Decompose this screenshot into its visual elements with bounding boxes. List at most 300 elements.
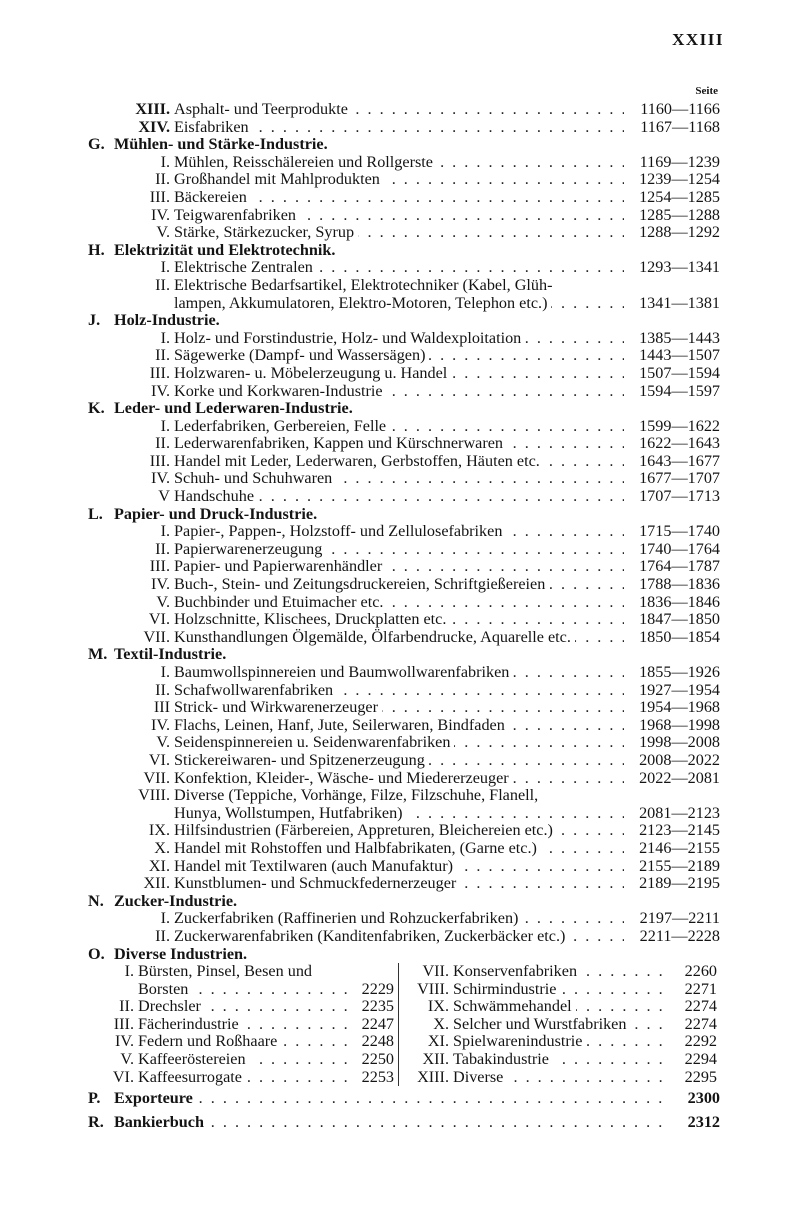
toc-entry xyxy=(88,171,720,189)
section-title: Textil-Industrie. xyxy=(114,646,227,664)
toc-entry xyxy=(88,664,720,682)
toc-entry xyxy=(88,453,720,471)
toc-entry xyxy=(88,330,720,348)
toc-entry-continuation xyxy=(88,805,720,823)
toc-entry xyxy=(88,1051,398,1069)
section-heading xyxy=(88,242,720,260)
entry-label: Lederfabriken, Gerbereien, Felle xyxy=(174,418,390,435)
entry-number: III. xyxy=(113,1014,134,1033)
section-letter: R. xyxy=(88,1113,104,1132)
entry-label: Eisfabriken xyxy=(174,119,253,136)
entry-label: Großhandel mit Mahlprodukten xyxy=(174,171,384,188)
entry-label: Kunsthandlungen Ölgemälde, Ölfarbendrucke, Aquarelle etc. xyxy=(174,629,575,646)
entry-label-continued: Hunya, Wollstumpen, Hutfabriken) xyxy=(174,805,407,822)
table-of-contents xyxy=(88,101,720,1134)
entry-number: V. xyxy=(156,223,170,242)
entry-number: III. xyxy=(149,557,170,576)
entry-page: 2274 xyxy=(671,1016,721,1034)
entry-text xyxy=(138,1033,348,1051)
entry-page: 2229 xyxy=(348,981,398,999)
entry-page: 2235 xyxy=(348,998,398,1016)
entry-text xyxy=(453,1051,671,1069)
entry-label: Schwämmehandel xyxy=(453,998,576,1015)
entry-label: Mühlen, Reisschälereien und Rollgerste xyxy=(174,154,437,171)
entry-text xyxy=(174,664,624,682)
toc-entry xyxy=(403,963,721,981)
entry-text xyxy=(174,558,624,576)
entry-text xyxy=(453,1069,671,1087)
entry-number: VII. xyxy=(143,768,170,787)
entry-pages: 1998—2008 xyxy=(624,734,720,752)
entry-pages: 1239—1254 xyxy=(624,171,720,189)
entry-number: II. xyxy=(155,346,170,365)
entry-text xyxy=(138,998,348,1016)
entry-label: Holzschnitte, Klischees, Druckplatten etc. xyxy=(174,611,450,628)
entry-number: IV. xyxy=(150,469,170,488)
left-column xyxy=(88,963,399,1086)
entry-page: 2295 xyxy=(671,1069,721,1087)
entry-number: XI. xyxy=(427,1032,449,1051)
entry-text xyxy=(174,277,720,295)
toc-entry xyxy=(88,858,720,876)
entry-pages: 1788—1836 xyxy=(624,576,720,594)
toc-entry xyxy=(88,875,720,893)
entry-label: Fächerindustrie xyxy=(138,1016,243,1033)
toc-entry xyxy=(403,1016,721,1034)
section-title: Zucker-Industrie. xyxy=(114,892,238,910)
entry-number: XIII. xyxy=(135,100,170,118)
entry-pages: 1850—1854 xyxy=(624,629,720,647)
entry-text xyxy=(174,717,624,735)
entry-number: III. xyxy=(149,451,170,470)
entry-label: Hilfsindustrien (Färbereien, Appreturen, Bleichereien etc.) xyxy=(174,822,557,839)
entry-label: Elektrische Bedarfsartikel, Elektrotechniker (Kabel, Glüh- xyxy=(174,277,556,294)
entry-number: IV. xyxy=(114,1032,134,1051)
toc-entry xyxy=(88,928,720,946)
entry-pages: 1169—1239 xyxy=(624,154,720,172)
entry-label: Papier-, Pappen-, Holzstoff- und Zellulosefabriken xyxy=(174,523,506,540)
entry-text xyxy=(174,770,624,788)
entry-text xyxy=(453,981,671,999)
entry-text xyxy=(138,1016,348,1034)
entry-pages: 1285—1288 xyxy=(624,207,720,225)
section-heading xyxy=(88,646,720,664)
toc-entry xyxy=(88,189,720,207)
entry-text xyxy=(174,330,624,348)
entry-text xyxy=(174,259,624,277)
entry-pages: 1707—1713 xyxy=(624,488,720,506)
toc-entry xyxy=(88,523,720,541)
section-title: Exporteure xyxy=(114,1089,197,1107)
entry-text xyxy=(174,787,720,805)
toc-entry xyxy=(88,611,720,629)
section-letter: H. xyxy=(88,241,105,259)
entry-text xyxy=(174,119,624,137)
toc-entry-continuation xyxy=(88,981,398,999)
entry-page: 2250 xyxy=(348,1051,398,1069)
entry-number: IV. xyxy=(150,205,170,224)
final-section xyxy=(88,1086,720,1110)
entry-number: V xyxy=(158,487,170,506)
entry-pages: 1968—1998 xyxy=(624,717,720,735)
toc-entry xyxy=(88,259,720,277)
entry-text xyxy=(174,840,624,858)
section-heading xyxy=(88,506,720,524)
entry-text xyxy=(174,488,624,506)
entry-pages: 1954—1968 xyxy=(624,699,720,717)
entry-number: II. xyxy=(155,170,170,189)
entry-number: I. xyxy=(160,663,170,681)
page-column-label: Seite xyxy=(695,85,718,97)
section-title: Bankierbuch xyxy=(114,1113,208,1131)
entry-text xyxy=(174,171,624,189)
entry-label: Federn und Roßhaare xyxy=(138,1033,281,1050)
section-title: Elektrizität und Elektrotechnik. xyxy=(114,241,336,259)
section-heading xyxy=(88,400,720,418)
entry-text xyxy=(174,752,624,770)
entry-number: XIII. xyxy=(417,1067,449,1086)
entry-text xyxy=(174,629,624,647)
page-number: XXIII xyxy=(672,30,724,49)
toc-entry xyxy=(88,347,720,365)
entry-pages: 1643—1677 xyxy=(624,453,720,471)
entry-page: 2294 xyxy=(671,1051,721,1069)
toc-entry xyxy=(88,488,720,506)
toc-entry xyxy=(88,699,720,717)
entry-pages: 1927—1954 xyxy=(624,682,720,700)
toc-entry xyxy=(88,594,720,612)
entry-number: IV. xyxy=(150,575,170,594)
entry-pages: 2211—2228 xyxy=(624,928,720,946)
entry-label: Buchbinder und Etuimacher etc. xyxy=(174,594,387,611)
entry-pages: 2123—2145 xyxy=(624,822,720,840)
section-heading xyxy=(88,893,720,911)
entry-number: II. xyxy=(155,539,170,558)
entry-number: I. xyxy=(160,522,170,541)
toc-entry xyxy=(88,470,720,488)
entry-page: 2292 xyxy=(671,1033,721,1051)
entry-pages: 1594—1597 xyxy=(624,383,720,401)
entry-text xyxy=(174,594,624,612)
entry-number: IV. xyxy=(150,715,170,734)
entry-number: XII. xyxy=(422,1050,449,1069)
entry-label-continued: Borsten xyxy=(138,981,192,998)
entry-pages: 2146—2155 xyxy=(624,840,720,858)
entry-label: Papier- und Papierwarenhändler xyxy=(174,558,386,575)
entry-label: Kaffeesurrogate xyxy=(138,1069,246,1086)
entry-label: Handel mit Textilwaren (auch Manufaktur) xyxy=(174,858,457,875)
entry-number: V. xyxy=(156,733,170,752)
section-letter: K. xyxy=(88,400,105,418)
section-heading xyxy=(88,946,720,964)
toc-entry xyxy=(88,435,720,453)
entry-pages: 1160—1166 xyxy=(624,101,720,119)
entry-pages: 2022—2081 xyxy=(624,770,720,788)
toc-entry xyxy=(403,998,721,1016)
entry-label: Spielwarenindustrie xyxy=(453,1033,586,1050)
entry-number: VIII. xyxy=(417,979,449,998)
section-letter: M. xyxy=(88,646,108,664)
section-title: Papier- und Druck-Industrie. xyxy=(114,505,318,523)
toc-entry xyxy=(88,101,720,119)
entry-number: X. xyxy=(433,1014,449,1033)
toc-entry xyxy=(88,541,720,559)
entry-number: VIII. xyxy=(138,786,170,805)
section-title: Leder- und Lederwaren-Industrie. xyxy=(114,400,353,418)
toc-entry xyxy=(88,770,720,788)
toc-entry xyxy=(88,383,720,401)
entry-text xyxy=(174,453,624,471)
entry-pages: 1254—1285 xyxy=(624,189,720,207)
entry-number: II. xyxy=(155,926,170,945)
entry-pages: 1764—1787 xyxy=(624,558,720,576)
toc-entry xyxy=(88,418,720,436)
entry-text xyxy=(174,699,624,717)
entry-label: Selcher und Wurstfabriken xyxy=(453,1016,630,1033)
entry-label: Bäckereien xyxy=(174,189,251,206)
entry-text xyxy=(174,611,624,629)
entry-pages: 1293—1341 xyxy=(624,259,720,277)
entry-number: III. xyxy=(149,363,170,382)
entry-label: Bürsten, Pinsel, Besen und xyxy=(138,963,316,980)
entry-pages: 1677—1707 xyxy=(624,470,720,488)
entry-text xyxy=(174,734,624,752)
entry-pages: 2197—2211 xyxy=(624,910,720,928)
entry-text xyxy=(174,875,624,893)
entry-pages: 2189—2195 xyxy=(624,875,720,893)
entry-number: I. xyxy=(160,152,170,171)
entry-label: Kunstblumen- und Schmuckfedernerzeuger xyxy=(174,875,460,892)
entry-text xyxy=(174,470,624,488)
entry-label: Zuckerwarenfabriken (Kanditenfabriken, Zuckerbäcker etc.) xyxy=(174,928,569,945)
entry-number: I. xyxy=(160,909,170,928)
entry-text xyxy=(174,858,624,876)
entry-number: IX. xyxy=(427,997,449,1016)
section-letter: G. xyxy=(88,136,105,154)
entry-label: Handschuhe xyxy=(174,488,258,505)
toc-entry xyxy=(88,1033,398,1051)
entry-text xyxy=(174,347,624,365)
section-letter: N. xyxy=(88,892,104,910)
entry-pages: 1507—1594 xyxy=(624,365,720,383)
entry-pages: 1385—1443 xyxy=(624,330,720,348)
entry-text xyxy=(174,576,624,594)
entry-label: Strick- und Wirkwarenerzeuger xyxy=(174,699,382,716)
toc-entry xyxy=(88,629,720,647)
entry-label: Diverse xyxy=(453,1069,507,1086)
entry-label: Sägewerke (Dampf- und Wassersägen) xyxy=(174,347,429,364)
entry-number: VI. xyxy=(112,1067,134,1086)
toc-entry xyxy=(88,154,720,172)
section-letter: L. xyxy=(88,505,103,523)
entry-number: V. xyxy=(156,592,170,611)
entry-pages: 1341—1381 xyxy=(624,295,720,313)
entry-text xyxy=(174,207,624,225)
entry-label-continued: lampen, Akkumulatoren, Elektro-Motoren, Telephon etc.) xyxy=(174,295,551,312)
section-title: Holz-Industrie. xyxy=(114,312,220,330)
entry-text xyxy=(138,981,348,999)
entry-text xyxy=(174,101,624,119)
toc-entry xyxy=(88,1016,398,1034)
section-title: Diverse Industrien. xyxy=(114,945,248,963)
entry-pages: 1599—1622 xyxy=(624,418,720,436)
two-column-list xyxy=(88,963,720,1086)
entry-text xyxy=(174,541,624,559)
entry-label: Elektrische Zentralen xyxy=(174,259,317,276)
entry-text xyxy=(174,910,624,928)
entry-pages: 1443—1507 xyxy=(624,347,720,365)
entry-label: Drechsler xyxy=(138,998,205,1015)
entry-pages: 1715—1740 xyxy=(624,523,720,541)
entry-text xyxy=(174,682,624,700)
entry-number: II. xyxy=(155,434,170,453)
entry-number: XIV. xyxy=(138,117,170,136)
toc-entry xyxy=(88,558,720,576)
right-column xyxy=(399,963,721,1086)
entry-page: 2271 xyxy=(671,981,721,999)
entry-pages: 1836—1846 xyxy=(624,594,720,612)
section-letter: O. xyxy=(88,945,105,963)
toc-entry xyxy=(88,119,720,137)
entry-label: Korke und Korkwaren-Industrie xyxy=(174,383,387,400)
entry-text xyxy=(174,365,624,383)
entry-label: Kaffeeröstereien xyxy=(138,1051,250,1068)
toc-entry xyxy=(88,207,720,225)
entry-page: 2274 xyxy=(671,998,721,1016)
section-title: Mühlen- und Stärke-Industrie. xyxy=(114,136,328,154)
entry-number: VI. xyxy=(148,610,170,629)
toc-entry xyxy=(88,365,720,383)
entry-pages: 2081—2123 xyxy=(624,805,720,823)
toc-entry xyxy=(88,840,720,858)
entry-pages: 2008—2022 xyxy=(624,752,720,770)
entry-number: VII. xyxy=(422,962,449,981)
toc-entry xyxy=(88,224,720,242)
entry-pages: 1847—1850 xyxy=(624,611,720,629)
entry-label: Handel mit Leder, Lederwaren, Gerbstoffen, Häuten etc. xyxy=(174,453,544,470)
toc-entry xyxy=(88,717,720,735)
entry-number: IX. xyxy=(148,821,170,840)
entry-label: Lederwarenfabriken, Kappen und Kürschnerwaren xyxy=(174,435,507,452)
entry-text xyxy=(174,224,624,242)
entry-pages: 2155—2189 xyxy=(624,858,720,876)
entry-text xyxy=(138,963,398,981)
entry-pages: 1855—1926 xyxy=(624,664,720,682)
entry-page: 2253 xyxy=(348,1069,398,1087)
entry-text xyxy=(174,418,624,436)
entry-page: 2260 xyxy=(671,963,721,981)
entry-text xyxy=(453,1016,671,1034)
toc-entry xyxy=(88,787,720,805)
entry-number: I. xyxy=(160,258,170,277)
entry-text xyxy=(174,435,624,453)
entry-text xyxy=(174,523,624,541)
toc-entry xyxy=(88,734,720,752)
entry-label: Schirmindustrie xyxy=(453,981,560,998)
entry-label: Tabakindustrie xyxy=(453,1051,553,1068)
toc-entry xyxy=(403,981,721,999)
entry-number: VII. xyxy=(143,627,170,646)
toc-entry xyxy=(403,1069,721,1087)
toc-entry xyxy=(403,1033,721,1051)
entry-number: IV. xyxy=(150,381,170,400)
entry-number: III. xyxy=(149,187,170,206)
entry-label: Holz- und Forstindustrie, Holz- und Waldexploitation xyxy=(174,330,525,347)
section-letter: P. xyxy=(88,1089,101,1108)
entry-label: Handel mit Rohstoffen und Halbfabrikaten, (Garne etc.) xyxy=(174,840,541,857)
entry-text xyxy=(453,963,671,981)
entry-label: Konfektion, Kleider-, Wäsche- und Miedererzeuger xyxy=(174,770,513,787)
entry-label: Asphalt- und Teerprodukte xyxy=(174,101,352,118)
entry-page: 2248 xyxy=(348,1033,398,1051)
entry-number: II. xyxy=(119,997,134,1016)
entry-text xyxy=(453,998,671,1016)
toc-entry xyxy=(88,682,720,700)
entry-number: VI. xyxy=(148,750,170,769)
toc-entry xyxy=(88,822,720,840)
entry-number: II. xyxy=(155,680,170,699)
entry-number: I. xyxy=(160,328,170,347)
entry-pages: 1740—1764 xyxy=(624,541,720,559)
entry-number: I. xyxy=(160,416,170,435)
entry-text xyxy=(174,295,624,313)
section-heading xyxy=(88,312,720,330)
entry-label: Stärke, Stärkezucker, Syrup xyxy=(174,224,358,241)
final-section xyxy=(88,1110,720,1134)
entry-label: Baumwollspinnereien und Baumwollwarenfabriken xyxy=(174,664,513,681)
section-heading xyxy=(88,136,720,154)
entry-label: Konservenfabriken xyxy=(453,963,581,980)
toc-entry xyxy=(88,752,720,770)
entry-label: Diverse (Teppiche, Vorhänge, Filze, Filzschuhe, Flanell, xyxy=(174,787,542,804)
toc-entry xyxy=(88,1069,398,1087)
entry-pages: 1167—1168 xyxy=(624,119,720,137)
entry-text xyxy=(174,154,624,172)
entry-label: Buch-, Stein- und Zeitungsdruckereien, Schriftgießereien xyxy=(174,576,549,593)
entry-text xyxy=(174,383,624,401)
entry-page: 2312 xyxy=(670,1110,720,1134)
entry-number: V. xyxy=(120,1050,134,1069)
entry-number: X. xyxy=(154,838,170,857)
toc-entry xyxy=(88,910,720,928)
entry-label: Schuh- und Schuhwaren xyxy=(174,470,336,487)
entry-label: Schafwollwarenfabriken xyxy=(174,682,337,699)
entry-page: 2300 xyxy=(670,1086,720,1110)
entry-number: XII. xyxy=(143,874,170,893)
toc-entry-continuation xyxy=(88,295,720,313)
entry-pages: 1288—1292 xyxy=(624,224,720,242)
entry-text xyxy=(453,1033,671,1051)
entry-text xyxy=(174,189,624,207)
entry-label: Zuckerfabriken (Raffinerien und Rohzuckerfabriken) xyxy=(174,910,522,927)
entry-pages: 1622—1643 xyxy=(624,435,720,453)
toc-entry xyxy=(88,963,398,981)
entry-text xyxy=(174,822,624,840)
entry-text xyxy=(174,805,624,823)
entry-number: III xyxy=(153,698,170,717)
entry-text xyxy=(174,928,624,946)
entry-number: XI. xyxy=(148,856,170,875)
entry-label: Stickereiwaren- und Spitzenerzeugung xyxy=(174,752,429,769)
entry-number: II. xyxy=(155,275,170,294)
entry-number: I. xyxy=(124,962,134,981)
entry-text xyxy=(114,1086,670,1110)
entry-label: Flachs, Leinen, Hanf, Jute, Seilerwaren, Bindfaden xyxy=(174,717,509,734)
toc-entry xyxy=(88,998,398,1016)
entry-text xyxy=(114,1110,670,1134)
toc-entry xyxy=(403,1051,721,1069)
toc-entry xyxy=(88,576,720,594)
